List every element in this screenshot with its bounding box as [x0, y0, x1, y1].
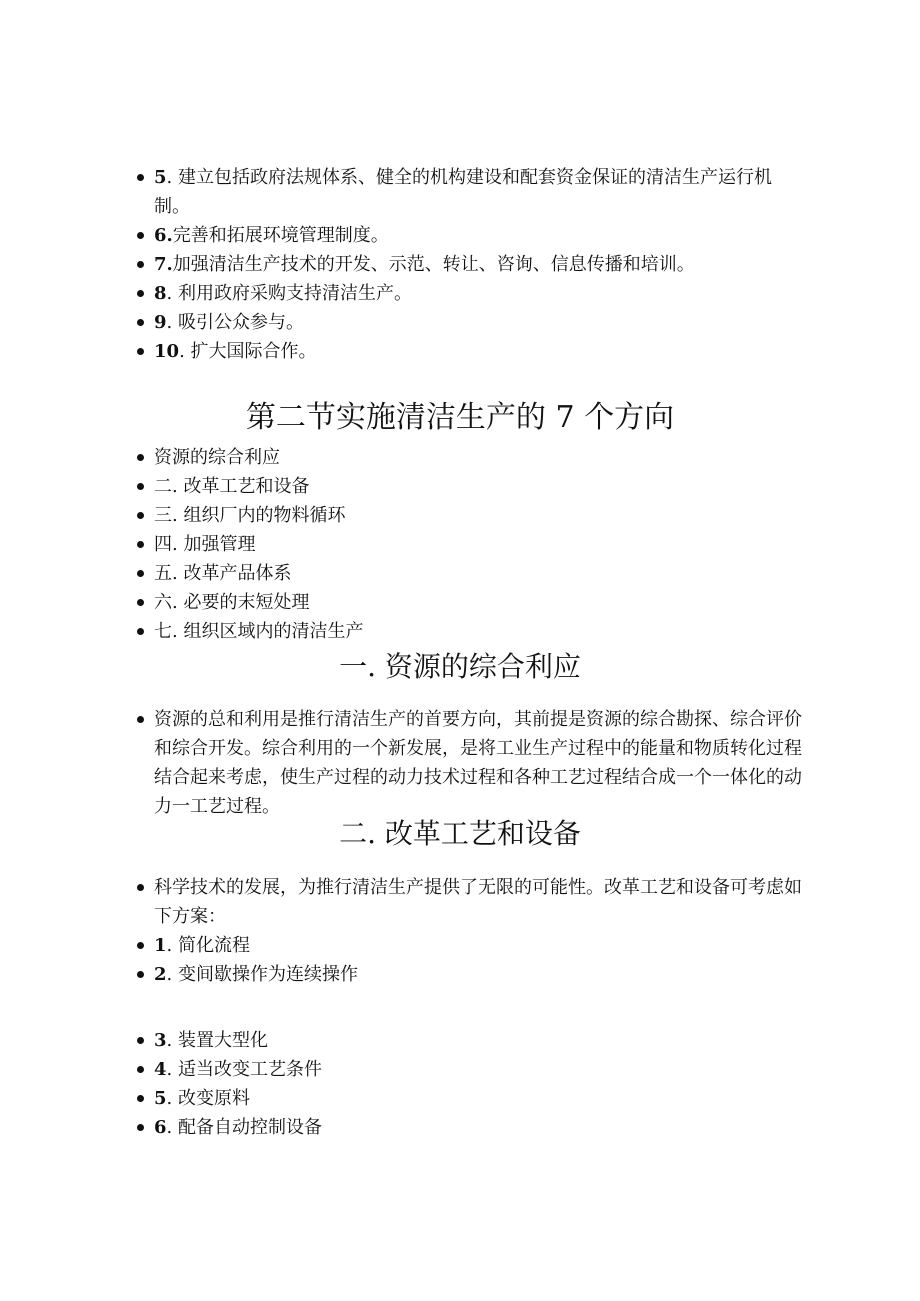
directions-list — [137, 443, 797, 646]
bullet-icon — [137, 884, 144, 891]
list-item — [137, 250, 797, 279]
bullet-icon — [137, 716, 144, 723]
bullet-icon — [137, 1124, 144, 1131]
list-item — [137, 472, 797, 501]
item-number: 5 — [154, 1088, 167, 1109]
list-item — [137, 931, 817, 960]
item-text: . 吸引公众参与。 — [166, 312, 304, 333]
item-text: 五. 改革产品体系 — [154, 563, 292, 584]
bullet-icon — [137, 599, 144, 606]
section-title: 第二节实施清洁生产的 7 个方向 — [245, 400, 675, 435]
item-number: 6. — [154, 225, 173, 246]
list-item — [137, 873, 817, 931]
paragraph-text: 资源的总和利用是推行清洁生产的首要方向，其前提是资源的综合勘探、综合评价和综合开发。综合利用的一个新发展，是将工业生产过程中的能量和物质转化过程结合起来考虑，使生产过程的动力技术过程和各种工艺过程结合成一个一体化的动力一工艺过程。 — [154, 709, 802, 817]
bullet-icon — [137, 971, 144, 978]
bullet-icon — [137, 570, 144, 577]
item-number: 1 — [154, 935, 167, 956]
bullet-icon — [137, 232, 144, 239]
bullet-icon — [137, 483, 144, 490]
list-item — [137, 1055, 817, 1084]
list-item — [137, 279, 797, 308]
list-item — [137, 1084, 817, 1113]
bullet-icon — [137, 628, 144, 635]
item-text: 资源的综合利应 — [154, 447, 280, 468]
list-item — [137, 337, 797, 366]
process-list — [137, 873, 817, 989]
list-item — [137, 617, 797, 646]
bullet-icon — [137, 541, 144, 548]
list-item — [137, 588, 797, 617]
resource-list — [137, 705, 817, 821]
item-text: . 适当改变工艺条件 — [166, 1059, 322, 1080]
bullet-icon — [137, 174, 144, 181]
item-text: . 配备自动控制设备 — [166, 1117, 322, 1138]
list-item — [137, 163, 797, 221]
item-number: 4 — [154, 1059, 167, 1080]
bullet-icon — [137, 1037, 144, 1044]
list-item — [137, 705, 817, 821]
item-number: 2 — [154, 964, 167, 985]
bullet-icon — [137, 319, 144, 326]
item-text: . 利用政府采购支持清洁生产。 — [166, 283, 412, 304]
process-heading: 二. 改革工艺和设备 — [339, 817, 581, 850]
item-text: . 建立包括政府法规体系、健全的机构建设和配套资金保证的清洁生产运行机制。 — [154, 167, 772, 217]
item-number: 9 — [154, 312, 167, 333]
paragraph-text: 科学技术的发展，为推行清洁生产提供了无限的可能性。改革工艺和设备可考虑如下方案： — [154, 877, 802, 927]
list-item — [137, 308, 797, 337]
item-text: . 改变原料 — [166, 1088, 250, 1109]
list-item — [137, 559, 797, 588]
item-text: . 变间歇操作为连续操作 — [166, 964, 358, 985]
item-number: 10 — [154, 341, 180, 362]
item-text: . 扩大国际合作。 — [179, 341, 317, 362]
resource-heading: 一. 资源的综合利应 — [339, 650, 581, 683]
list-item — [137, 530, 797, 559]
item-text: 加强清洁生产技术的开发、示范、转让、咨询、信息传播和培训。 — [172, 254, 695, 275]
list-item — [137, 443, 797, 472]
item-text: 完善和拓展环境管理制度。 — [172, 225, 389, 246]
bullet-icon — [137, 261, 144, 268]
bullet-icon — [137, 1066, 144, 1073]
item-text: 六. 必要的末短处理 — [154, 592, 310, 613]
bullet-icon — [137, 290, 144, 297]
bullet-icon — [137, 1095, 144, 1102]
item-text: 四. 加强管理 — [154, 534, 256, 555]
list-item — [137, 221, 797, 250]
bullet-icon — [137, 454, 144, 461]
item-number: 6 — [154, 1117, 167, 1138]
item-number: 3 — [154, 1030, 167, 1051]
list-item — [137, 1113, 817, 1142]
bullet-icon — [137, 512, 144, 519]
bullet-icon — [137, 942, 144, 949]
item-text: . 装置大型化 — [166, 1030, 268, 1051]
list-item — [137, 960, 817, 989]
list-item — [137, 501, 797, 530]
item-text: . 简化流程 — [166, 935, 250, 956]
item-number: 5 — [154, 167, 167, 188]
item-number: 8 — [154, 283, 167, 304]
process-list-continued — [137, 1026, 817, 1142]
list-item — [137, 1026, 817, 1055]
measures-list — [137, 163, 797, 366]
item-text: 七. 组织区域内的清洁生产 — [154, 621, 364, 642]
item-text: 三. 组织厂内的物料循环 — [154, 505, 346, 526]
bullet-icon — [137, 348, 144, 355]
item-number: 7. — [154, 254, 173, 275]
item-text: 二. 改革工艺和设备 — [154, 476, 310, 497]
